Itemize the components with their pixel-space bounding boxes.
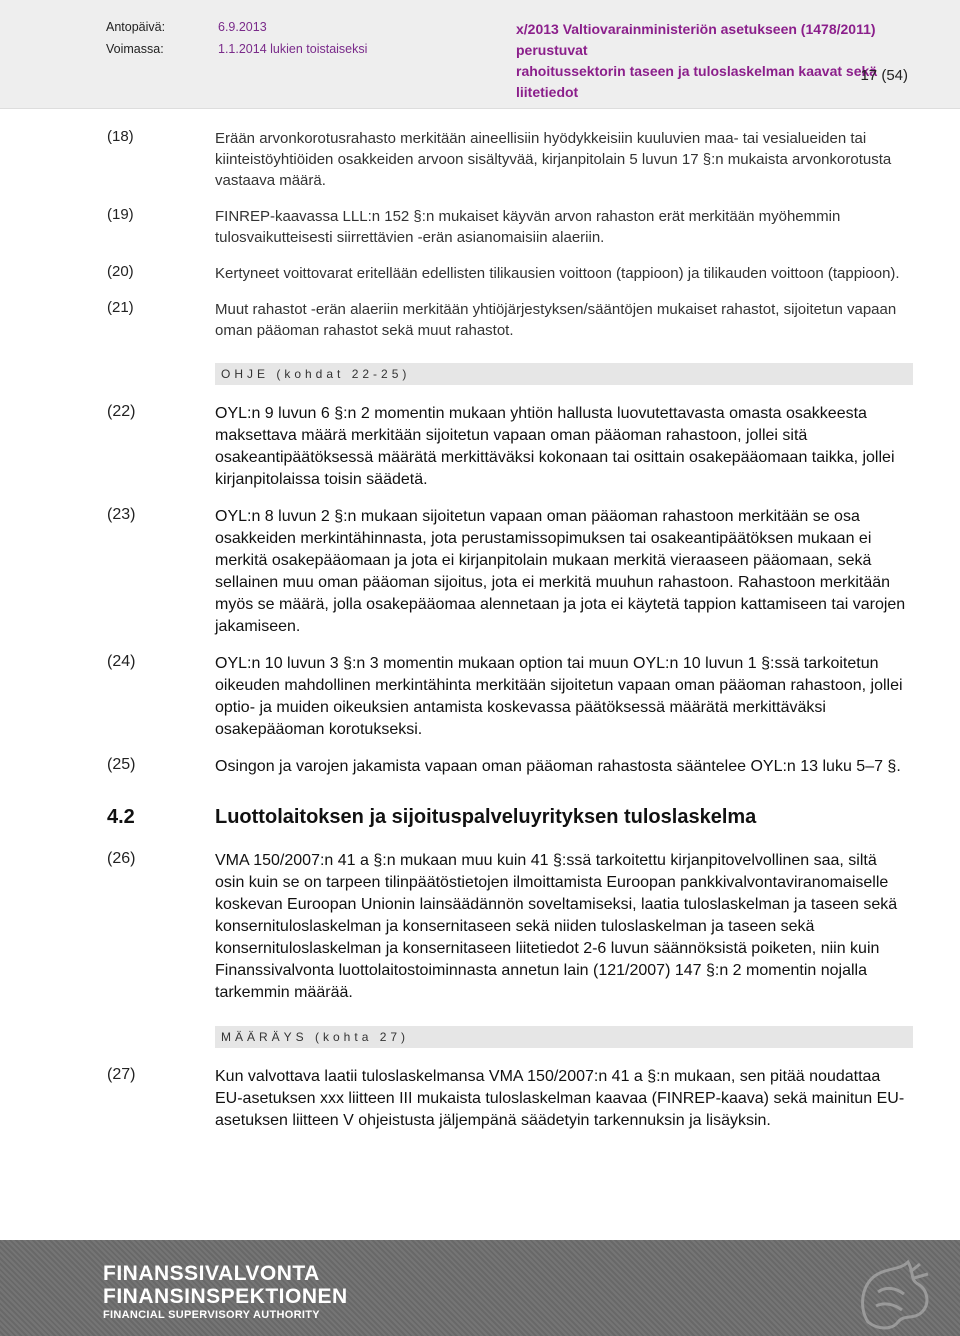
guidance-banner: OHJE (kohdat 22-25): [215, 363, 913, 385]
paragraph-number: (18): [107, 128, 134, 145]
paragraph-26: [107, 850, 907, 1004]
paragraph-text: OYL:n 8 luvun 2 §:n mukaan sijoitetun vapaan oman pääoman rahastoon merkitään se osa osakkeiden merkintähinnasta, jota perustamissopimuksen tai osakeantipäätöksen mukaan ei merkitä osakepääomaan ja jota ei kirjanpitolain mukaan merkitä vieraaseen pääomaan, sekä sellainen muu oman pääoman sijoitus, jota ei merkitä muuhun rahastoon. Rahastoon merkitään myös se määrä, jolla osakepääomaa alennetaan ja jota ei käytetä tappion kattamiseen tai varojen jakamiseen.: [215, 508, 906, 635]
valid-from-row: [106, 42, 367, 56]
paragraph-number: (26): [107, 850, 136, 867]
page-header: [0, 0, 960, 109]
paragraph-text: Muut rahastot -erän alaeriin merkitään yhtiöjärjestyksen/sääntöjen mukaiset rahastot, sijoitetun vapaan oman pääoman rahastot sekä muut rahastot.: [215, 301, 897, 339]
issue-date-row: [106, 20, 267, 34]
paragraph-number: (21): [107, 299, 134, 316]
paragraph-text: Kun valvottava laatii tuloslaskelmansa VMA 150/2007:n 41 a §:n mukaan, sen pitää noudattaa EU-asetuksen xxx liitteen III mukaista tuloslaskelman kaavaa (FINREP-kaava) sekä mainitun EU-asetuksen liitteen V ohjeistusta jäljempänä säädetyin tarkennuksin ja lisäyksin.: [215, 1068, 905, 1129]
issue-date-label: Antopäivä:: [106, 20, 166, 34]
issue-date-value: 6.9.2013: [218, 20, 267, 34]
paragraph-20: [107, 263, 907, 284]
valid-from-label: Voimassa:: [106, 42, 164, 56]
paragraph-text: FINREP-kaavassa LLL:n 152 §:n mukaiset käyvän arvon rahaston erät merkitään myöhemmin tulosvaikutteisesti siirrettävien -erän asianomaisiin alaeriin.: [215, 208, 841, 246]
authority-logo: [103, 1262, 348, 1322]
paragraph-18: [107, 128, 907, 191]
paragraph-text: Osingon ja varojen jakamista vapaan oman pääoman rahastosta sääntelee OYL:n 13 luku 5–7 §.: [215, 758, 901, 775]
section-heading: [107, 806, 907, 832]
paragraph-text: OYL:n 10 luvun 3 §:n 3 momentin mukaan option tai muun OYL:n 10 luvun 1 §:ssä tarkoitetun oikeuden mahdollinen merkintähinta merkitään sijoitetun vapaan oman pääoman rahastoon, jollei optio- ja muiden oikeuksien antamista koskevassa päätöksessä määrätä merkittäväksi osakepääoman korotukseksi.: [215, 655, 903, 738]
regulation-banner: MÄÄRÄYS (kohta 27): [215, 1026, 913, 1048]
paragraph-text: OYL:n 9 luvun 6 §:n 2 momentin mukaan yhtiön hallusta luovutettavasta omasta osakkeesta maksettava määrä merkitään sijoitetun vapaan oman pääoman rahastoon, jollei sitä osakeantipäätöksessä määrätä merkittäväksi kokonaan tai osittain osakepääomaan taikka, jollei kirjanpitolaissa toisin säädetä.: [215, 405, 895, 488]
paragraph-number: (25): [107, 756, 136, 773]
paragraph-number: (22): [107, 403, 136, 420]
logo-line-sv: FINANSINSPEKTIONEN: [103, 1285, 348, 1308]
paragraph-number: (23): [107, 506, 136, 523]
paragraph-text: Kertyneet voittovarat eritellään edellisten tilikausien voittoon (tappioon) ja tilikauden voittoon (tappioon).: [215, 265, 900, 282]
section-title: Luottolaitoksen ja sijoituspalveluyrityksen tuloslaskelma: [215, 806, 757, 828]
paragraph-19: [107, 206, 907, 248]
document-title-line2: rahoitussektorin taseen ja tuloslaskelman kaavat sekä liitetiedot: [516, 63, 878, 100]
paragraph-24: [107, 653, 907, 741]
lion-crest-icon: [848, 1252, 938, 1334]
paragraph-number: (20): [107, 263, 134, 280]
page-number: 17 (54): [860, 67, 908, 84]
paragraph-text: VMA 150/2007:n 41 a §:n mukaan muu kuin 41 §:ssä tarkoitettu kirjanpitovelvollinen saa, siltä osin kuin se on tarpeen tilinpäätöstietojen ilmoittamista Euroopan pankkivalvontaviranomaiselle koskevan Euroopan Unionin lainsäädännön soveltamiseksi, laatia tuloslaskelman ja taseen sekä konsernituloslaskelman ja konsernitaseen sekä niiden tuloslaskelman ja taseen sekä konsernituloslaskelman ja konsernitaseen liitetiedot 2-6 luvun säännöksistä poiketen, niin kuin Finanssivalvonta luottolaitostoiminnasta annetun lain (121/2007) 147 §:n 2 momentin nojalla tarkemmin määrää.: [215, 852, 898, 1001]
paragraph-number: (19): [107, 206, 134, 223]
document-title: [516, 19, 908, 103]
document-body: [107, 128, 907, 1147]
paragraph-number: (27): [107, 1066, 136, 1083]
paragraph-27: [107, 1066, 907, 1132]
paragraph-number: (24): [107, 653, 136, 670]
section-number: 4.2: [107, 806, 135, 828]
paragraph-23: [107, 506, 907, 638]
document-title-line1: x/2013 Valtiovarainministeriön asetukseen (1478/2011) perustuvat: [516, 21, 876, 58]
paragraph-22: [107, 403, 907, 491]
logo-line-en: FINANCIAL SUPERVISORY AUTHORITY: [103, 1309, 320, 1321]
page-footer: [0, 1240, 960, 1336]
paragraph-text: Erään arvonkorotusrahasto merkitään aineellisiin hyödykkeisiin kuuluvien maa- tai vesialueiden tai kiinteistöyhtiöiden osakkeiden arvoon sisältyvää, kirjanpitolain 5 luvun 17 §:n mukaista arvonkorotusta vastaava määrä.: [215, 130, 892, 189]
valid-from-value: 1.1.2014 lukien toistaiseksi: [218, 42, 368, 56]
paragraph-21: [107, 299, 907, 341]
paragraph-25: [107, 756, 907, 778]
logo-line-fi: FINANSSIVALVONTA: [103, 1262, 320, 1285]
